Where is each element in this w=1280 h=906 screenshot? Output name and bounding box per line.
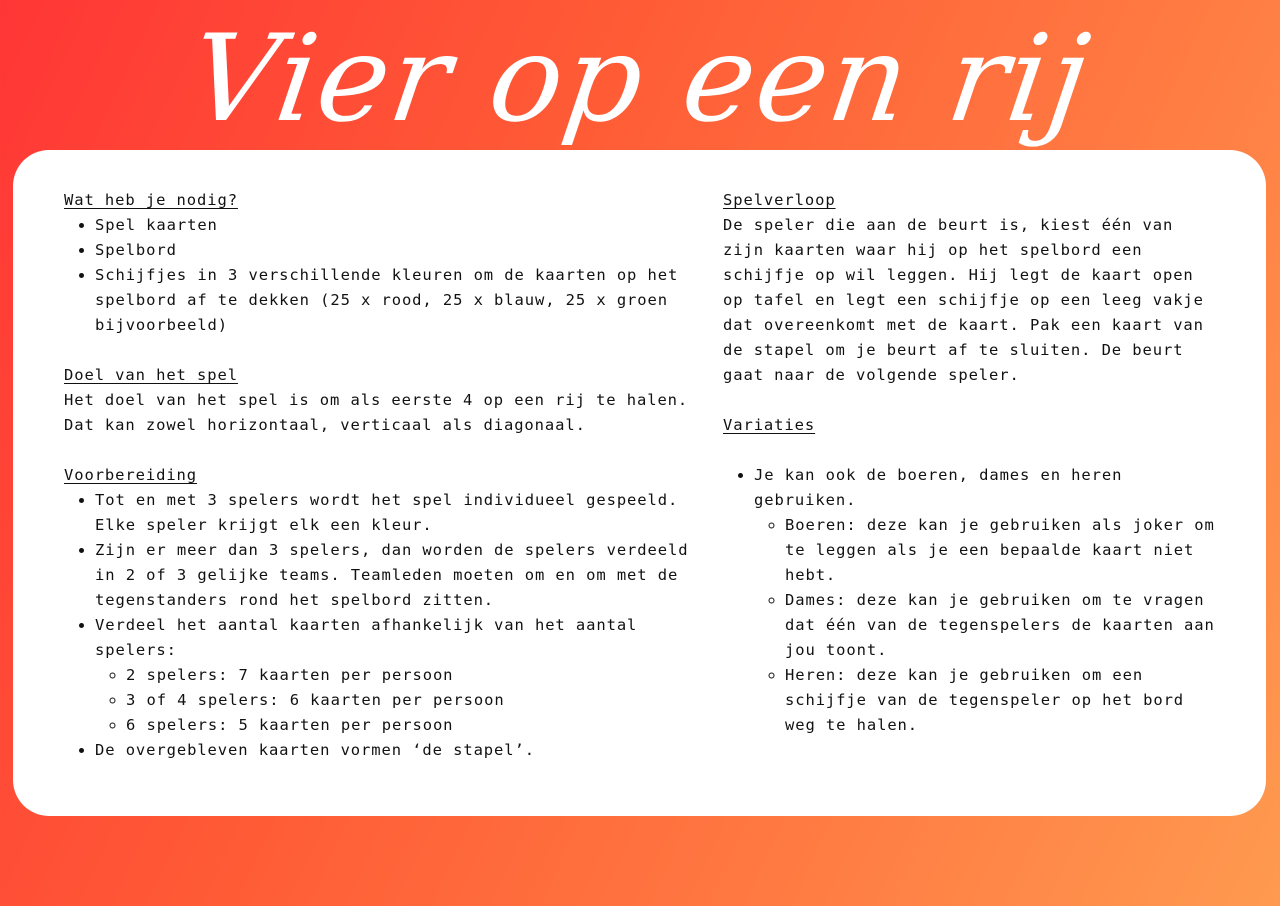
list-item: • Spel kaarten — [95, 213, 714, 238]
goal-text-line: Dat kan zowel horizontaal, verticaal als diagonaal. — [64, 416, 586, 434]
left-column — [64, 188, 714, 788]
list-item-label: Verdeel het aantal kaarten afhankelijk van het aantal spelers: — [95, 616, 638, 659]
section-goal — [64, 363, 714, 438]
sub-list-item: ◦ Dames: deze kan je gebruiken om te vragen dat één van de tegenspelers de kaarten aan jou toont. — [785, 588, 1223, 663]
list-item — [754, 463, 1223, 738]
needs-list — [64, 213, 714, 338]
variation-sub-list — [754, 513, 1223, 738]
sub-list-item: ◦ Heren: deze kan je gebruiken om een schijfje van de tegenspeler op het bord weg te halen. — [785, 663, 1223, 738]
list-item: • Tot en met 3 spelers wordt het spel individueel gespeeld. Elke speler krijgt elk een kleur. — [95, 488, 714, 538]
right-column — [723, 188, 1223, 763]
section-needs — [64, 188, 714, 338]
section-variations — [723, 413, 1223, 738]
sub-list-item: ◦ 6 spelers: 5 kaarten per persoon — [126, 713, 714, 738]
section-gameplay — [723, 188, 1223, 388]
instructions-card — [13, 150, 1266, 816]
section-heading-gameplay: Spelverloop — [723, 191, 836, 209]
sub-list-item: ◦ 2 spelers: 7 kaarten per persoon — [126, 663, 714, 688]
sub-list-item: ◦ 3 of 4 spelers: 6 kaarten per persoon — [126, 688, 714, 713]
spacer — [723, 438, 1223, 463]
list-item — [95, 613, 714, 738]
list-item-label: Je kan ook de boeren, dames en heren gebruiken. — [754, 466, 1123, 509]
card-count-list — [95, 663, 714, 738]
preparation-list — [64, 488, 714, 763]
section-preparation — [64, 463, 714, 763]
section-heading-goal: Doel van het spel — [64, 366, 238, 384]
gameplay-text: De speler die aan de beurt is, kiest één van zijn kaarten waar hij op het spelbord een schijfje op wil leggen. Hij legt de kaart open op tafel en legt een schijfje op een leeg vakje dat overeenkomt met de kaart. Pak een kaart van de stapel om je beurt af te sluiten. De beurt gaat naar de volgende speler. — [723, 216, 1204, 384]
list-item: • Spelbord — [95, 238, 714, 263]
goal-text-line: Het doel van het spel is om als eerste 4 op een rij te halen. — [64, 391, 689, 409]
section-heading-preparation: Voorbereiding — [64, 466, 198, 484]
section-heading-variations: Variaties — [723, 416, 816, 434]
sub-list-item: ◦ Boeren: deze kan je gebruiken als joker om te leggen als je een bepaalde kaart niet hebt. — [785, 513, 1223, 588]
list-item: • Schijfjes in 3 verschillende kleuren om de kaarten op het spelbord af te dekken (25 x rood, 25 x blauw, 25 x groen bijvoorbeeld) — [95, 263, 714, 338]
list-item: • De overgebleven kaarten vormen ‘de stapel’. — [95, 738, 714, 763]
section-heading-needs: Wat heb je nodig? — [64, 191, 238, 209]
list-item: • Zijn er meer dan 3 spelers, dan worden de spelers verdeeld in 2 of 3 gelijke teams. Teamleden moeten om en om met de tegenstanders rond het spelbord zitten. — [95, 538, 714, 613]
page-title: Vier op een rij — [181, 10, 1099, 149]
variations-list — [723, 463, 1223, 738]
